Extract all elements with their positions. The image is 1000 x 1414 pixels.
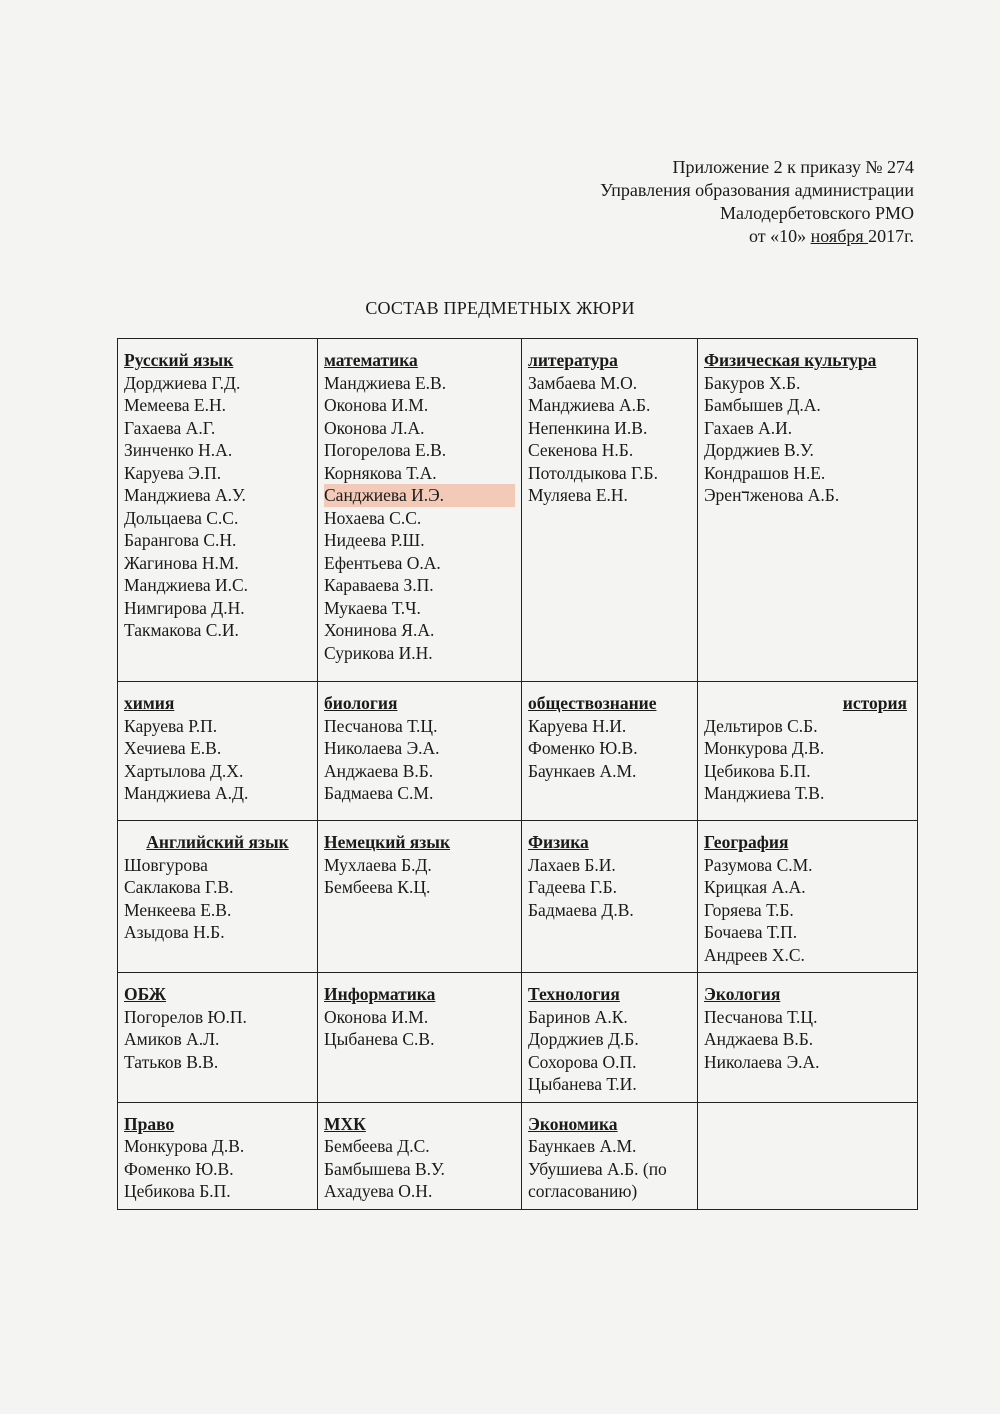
jury-member-name: согласованию) <box>528 1181 638 1201</box>
jury-member-name: Цебикова Б.П. <box>124 1181 231 1201</box>
subject-heading: Английский язык <box>146 832 289 852</box>
jury-member-name: Дельтиров С.Б. <box>704 715 818 736</box>
jury-member-name: Дорджиев Д.Б. <box>528 1029 639 1049</box>
jury-member-name: Баункаев А.М. <box>528 1136 637 1156</box>
jury-cell <box>318 1102 522 1209</box>
jury-member-name: Анджаева В.Б. <box>704 1029 814 1049</box>
jury-member-name: Караваева З.П. <box>324 575 434 595</box>
header-date-prefix: от «10» <box>748 226 811 246</box>
header-line-1: Приложение 2 к приказу № 274 <box>672 157 914 177</box>
jury-cell <box>318 339 522 682</box>
jury-member-name: Манджиева И.С. <box>124 575 249 595</box>
jury-member-name: Андреев Х.С. <box>704 944 805 965</box>
jury-member-name: Хонинова Я.А. <box>324 620 435 640</box>
jury-cell <box>318 682 522 821</box>
jury-member-name: Баункаев А.М. <box>528 760 637 781</box>
jury-member-name: Такмакова С.И. <box>124 620 239 640</box>
jury-table-body <box>118 339 918 1210</box>
jury-member-name: Песчанова Т.Ц. <box>324 715 438 736</box>
order-header <box>600 156 914 248</box>
jury-member-name: Нимгирова Д.Н. <box>124 597 245 618</box>
jury-member-name: Песчанова Т.Ц. <box>704 1006 818 1027</box>
jury-member-name: Сохорова О.П. <box>528 1051 637 1072</box>
jury-member-name: Бакуров Х.Б. <box>704 372 801 393</box>
jury-member-name: Нохаева С.С. <box>324 507 422 528</box>
jury-member-name: Бембеева Д.С. <box>324 1136 430 1156</box>
jury-member-name: Амиков А.Л. <box>124 1029 220 1049</box>
jury-member-name: Нидеева Р.Ш. <box>324 530 425 550</box>
jury-member-name: Манджиева А.Б. <box>528 395 651 415</box>
jury-row <box>118 682 918 821</box>
jury-member-name: Мухлаева Б.Д. <box>324 854 432 875</box>
jury-member-name: Бамбышева В.У. <box>324 1158 445 1179</box>
subject-heading: Немецкий язык <box>324 832 451 852</box>
jury-cell <box>698 821 918 973</box>
jury-cell <box>522 682 698 821</box>
jury-row <box>118 973 918 1103</box>
jury-member-name: Потолдыкова Г.Б. <box>528 462 658 483</box>
jury-member-name: Саклакова Г.В. <box>124 877 234 897</box>
jury-cell <box>698 339 918 682</box>
jury-member-name: Каруева Э.П. <box>124 462 222 483</box>
subject-heading: Экономика <box>528 1113 618 1134</box>
jury-member-name: Непенкина И.В. <box>528 417 648 438</box>
subject-heading: География <box>704 832 789 852</box>
jury-member-name: Цыбанева С.В. <box>324 1029 435 1049</box>
jury-member-name: Каруева Р.П. <box>124 715 218 736</box>
header-date-suffix: 2017г. <box>868 226 914 246</box>
jury-cell <box>118 821 318 973</box>
jury-member-name: Дорджиев В.У. <box>704 440 814 460</box>
jury-member-name: Монкурова Д.В. <box>704 738 825 758</box>
subject-heading: МХК <box>324 1113 366 1134</box>
jury-member-name: Манджиева Е.В. <box>324 372 447 393</box>
jury-member-name: Муляева Е.Н. <box>528 485 628 505</box>
jury-member-name: Цыбанева Т.И. <box>528 1074 637 1094</box>
subject-heading: Русский язык <box>124 350 234 370</box>
jury-member-name: Ахадуева О.Н. <box>324 1181 433 1201</box>
header-line-3: Малодербетовского РМО <box>720 203 914 223</box>
jury-cell <box>118 682 318 821</box>
jury-row <box>118 1102 918 1209</box>
jury-cell <box>318 973 522 1103</box>
jury-member-name: Николаева Э.А. <box>324 738 440 758</box>
jury-member-name: Хартылова Д.Х. <box>124 760 244 781</box>
jury-member-name: Гахаева А.Г. <box>124 417 216 438</box>
jury-member-name: Хечиева Е.В. <box>124 738 222 758</box>
jury-member-name: Бочаева Т.П. <box>704 922 798 942</box>
jury-member-name: Барангова С.Н. <box>124 530 237 550</box>
jury-member-name: Цебикова Б.П. <box>704 760 811 781</box>
subject-heading: обществознание <box>528 693 657 713</box>
jury-member-name: Бадмаева С.М. <box>324 783 434 803</box>
jury-member-name: Лахаев Б.И. <box>528 854 616 875</box>
jury-member-name: Корнякова Т.А. <box>324 462 437 483</box>
jury-member-name: Дольцаева С.С. <box>124 507 239 528</box>
jury-member-name: Замбаева М.О. <box>528 372 638 393</box>
subject-heading: Физическая культура <box>704 350 877 370</box>
jury-member-name: Манджиева А.Д. <box>124 783 249 803</box>
jury-member-name: Анджаева В.Б. <box>324 760 434 781</box>
jury-cell <box>698 1102 918 1209</box>
jury-member-name: Санджиева И.Э. <box>324 484 515 507</box>
jury-row <box>118 821 918 973</box>
jury-member-name: Сурикова И.Н. <box>324 642 433 663</box>
subject-heading: Физика <box>528 832 589 852</box>
jury-member-name: Крицкая А.А. <box>704 877 806 897</box>
jury-cell <box>698 682 918 821</box>
jury-member-name: Менкеева Е.В. <box>124 899 232 920</box>
subject-heading: ОБЖ <box>124 984 167 1004</box>
jury-member-name: Баринов А.К. <box>528 1006 628 1027</box>
jury-cell <box>522 339 698 682</box>
subject-heading: химия <box>124 693 175 713</box>
jury-member-name: Шовгурова <box>124 854 208 875</box>
subject-heading: литература <box>528 350 618 370</box>
jury-member-name: Бембеева К.Ц. <box>324 877 431 897</box>
jury-cell <box>118 973 318 1103</box>
jury-cell <box>118 339 318 682</box>
subject-heading: история <box>842 693 907 713</box>
jury-cell <box>522 1102 698 1209</box>
jury-table <box>117 338 918 1210</box>
jury-member-name: Мемеева Е.Н. <box>124 395 226 415</box>
header-line-2: Управления образования администрации <box>600 180 914 200</box>
jury-member-name: Гахаев А.И. <box>704 417 793 438</box>
jury-member-name: Манджиева А.У. <box>124 485 246 505</box>
jury-member-name: Погорелов Ю.П. <box>124 1006 247 1027</box>
jury-member-name: Секенова Н.Б. <box>528 440 634 460</box>
jury-member-name: Дорджиева Г.Д. <box>124 372 241 393</box>
header-date-month: ноября <box>810 226 869 246</box>
jury-cell <box>522 821 698 973</box>
jury-member-name: Татьков В.В. <box>124 1051 219 1072</box>
jury-member-name: Бадмаева Д.В. <box>528 899 634 920</box>
jury-cell <box>118 1102 318 1209</box>
jury-member-name: Монкурова Д.В. <box>124 1136 245 1156</box>
jury-member-name: Погорелова Е.В. <box>324 440 447 460</box>
jury-member-name: Оконова Л.А. <box>324 417 425 438</box>
jury-member-name: Зинченко Н.А. <box>124 440 233 460</box>
jury-member-name: Гадеева Г.Б. <box>528 877 618 897</box>
jury-member-name: Горяева Т.Б. <box>704 899 794 920</box>
jury-cell <box>318 821 522 973</box>
jury-cell <box>522 973 698 1103</box>
jury-member-name: Бамбышев Д.А. <box>704 395 821 415</box>
jury-member-name: Оконова И.М. <box>324 1006 429 1027</box>
subject-heading: Экология <box>704 984 781 1004</box>
jury-member-name: Кондрашов Н.Е. <box>704 462 826 483</box>
jury-row <box>118 339 918 682</box>
jury-member-name: Фоменко Ю.В. <box>124 1158 234 1179</box>
jury-member-name: Ефентьева О.А. <box>324 552 441 573</box>
jury-member-name: Манджиева Т.В. <box>704 783 825 803</box>
jury-member-name: Каруева Н.И. <box>528 715 627 736</box>
subject-heading: биология <box>324 693 398 713</box>
header-line-4 <box>600 225 914 248</box>
jury-member-name: Оконова И.М. <box>324 395 429 415</box>
subject-heading: Технология <box>528 984 620 1004</box>
subject-heading: Право <box>124 1113 175 1134</box>
jury-member-name: Убушиева А.Б. (по <box>528 1158 667 1179</box>
jury-member-name: Эренדженова А.Б. <box>704 485 840 505</box>
jury-cell <box>698 973 918 1103</box>
jury-member-name: Азыдова Н.Б. <box>124 922 225 942</box>
subject-heading: Информатика <box>324 984 436 1004</box>
jury-member-name: Мукаева Т.Ч. <box>324 597 421 618</box>
subject-heading: математика <box>324 350 418 370</box>
page-title: СОСТАВ ПРЕДМЕТНЫХ ЖЮРИ <box>365 298 635 318</box>
jury-member-name: Фоменко Ю.В. <box>528 738 638 758</box>
jury-member-name: Николаева Э.А. <box>704 1051 820 1072</box>
jury-member-name: Жагинова Н.М. <box>124 552 239 573</box>
jury-member-name: Разумова С.М. <box>704 854 813 875</box>
